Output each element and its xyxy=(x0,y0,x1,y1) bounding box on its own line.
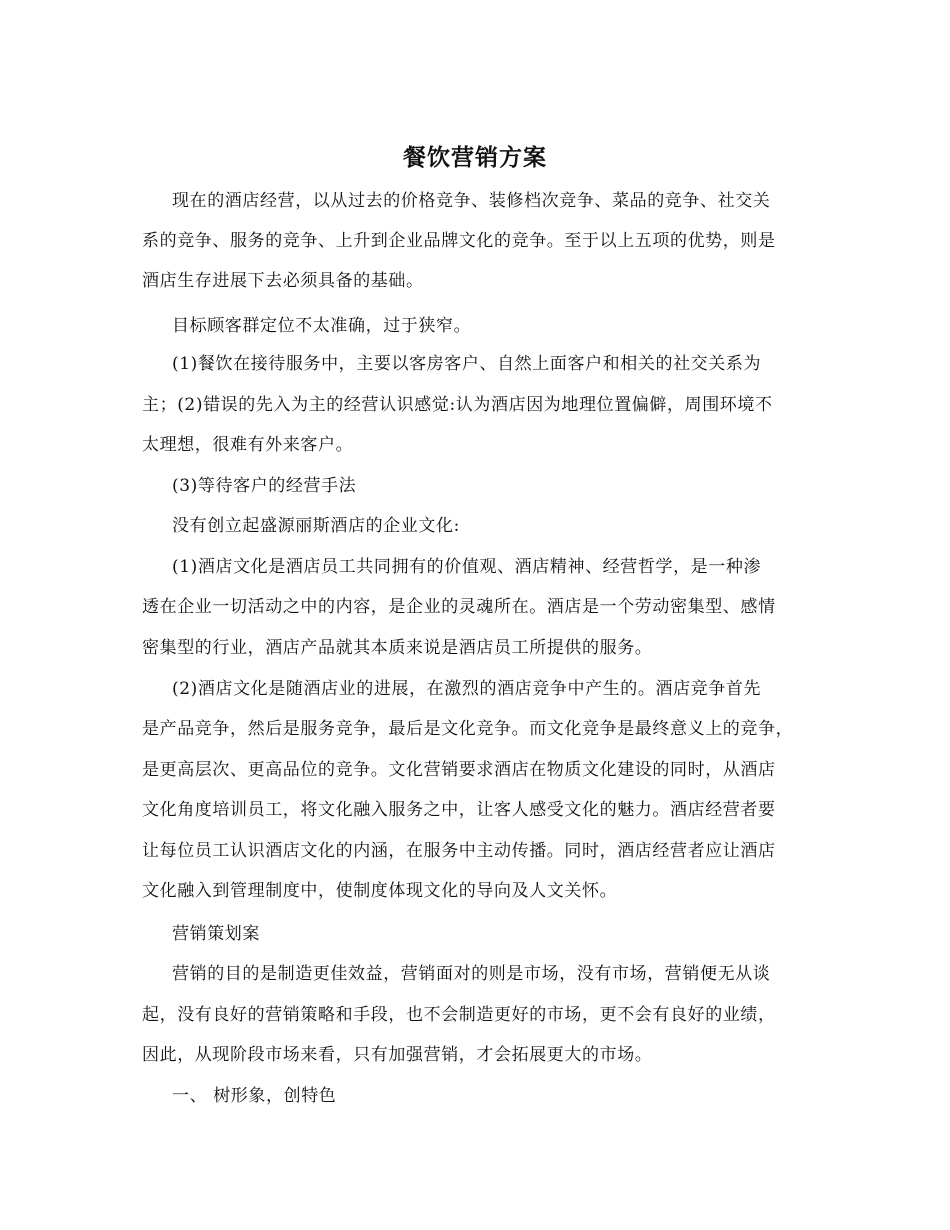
paragraph-line: 因此，从现阶段市场来看，只有加强营销，才会拓展更大的市场。 xyxy=(142,1045,653,1065)
paragraph-line: (2)酒店文化是随酒店业的进展，在激烈的酒店竞争中产生的。酒店竞争首先 xyxy=(172,679,762,699)
paragraph-line: 目标顾客群定位不太准确，过于狭窄。 xyxy=(172,316,472,336)
paragraph-line: 酒店生存进展下去必须具备的基础。 xyxy=(142,271,424,291)
paragraph-line: 营销的目的是制造更佳效益，营销面对的则是市场，没有市场，营销便无从谈 xyxy=(172,964,771,984)
paragraph-line: 主；(2)错误的先入为主的经营认识感觉:认为酒店因为地理位置偏僻，周围环境不 xyxy=(142,395,773,415)
section-heading: 一、 树形象，创特色 xyxy=(172,1086,337,1106)
paragraph-line: 起，没有良好的营销策略和手段，也不会制造更好的市场，更不会有良好的业绩， xyxy=(142,1005,776,1025)
paragraph-line: 密集型的行业，酒店产品就其本质来说是酒店员工所提供的服务。 xyxy=(142,638,653,658)
paragraph-line: 是产品竞争，然后是服务竞争，最后是文化竞争。而文化竞争是最终意义上的竞争， xyxy=(142,719,794,739)
paragraph-line: 太理想，很难有外来客户。 xyxy=(142,435,354,455)
paragraph-line: 文化角度培训员工，将文化融入服务之中，让客人感受文化的魅力。酒店经营者要 xyxy=(142,800,776,820)
paragraph-line: 透在企业一切活动之中的内容，是企业的灵魂所在。酒店是一个劳动密集型、感情 xyxy=(142,597,776,617)
paragraph-line: (1)餐饮在接待服务中，主要以客房客户、自然上面客户和相关的社交关系为 xyxy=(172,354,762,374)
paragraph-line: 现在的酒店经营，以从过去的价格竞争、装修档次竞争、菜品的竞争、社交关 xyxy=(172,191,771,211)
paragraph-line: 系的竞争、服务的竞争、上升到企业品牌文化的竞争。至于以上五项的优势，则是 xyxy=(142,231,776,251)
section-heading: 营销策划案 xyxy=(172,924,260,944)
paragraph-line: 让每位员工认识酒店文化的内涵，在服务中主动传播。同时，酒店经营者应让酒店 xyxy=(142,841,776,861)
paragraph-line: (1)酒店文化是酒店员工共同拥有的价值观、酒店精神、经营哲学，是一种渗 xyxy=(172,557,762,577)
paragraph-line: 是更高层次、更高品位的竞争。文化营销要求酒店在物质文化建设的同时，从酒店 xyxy=(142,760,776,780)
paragraph-line: (3)等待客户的经营手法 xyxy=(172,476,357,496)
paragraph-line: 没有创立起盛源丽斯酒店的企业文化: xyxy=(172,516,460,536)
document-title: 餐饮营销方案 xyxy=(403,144,547,171)
paragraph-line: 文化融入到管理制度中，使制度体现文化的导向及人文关怀。 xyxy=(142,881,618,901)
